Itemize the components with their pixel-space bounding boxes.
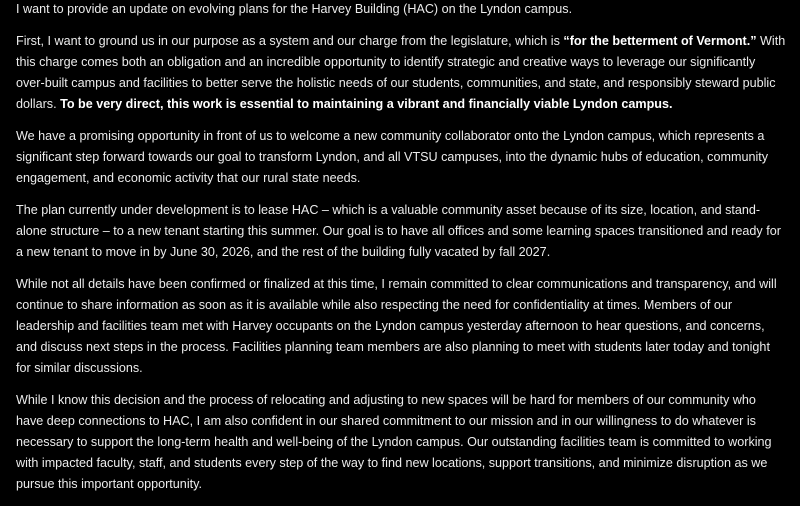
paragraph-text: We have a promising opportunity in front of us to welcome a new community collaborator onto the Lyndon campus, which represents a significant step forward towards our goal to transform Lyndon, and all VTSU campuses, into the dynamic hubs of education, community engagement, and economic activity that our rural state needs. — [16, 129, 769, 185]
paragraph-purpose — [16, 31, 786, 115]
paragraph-opportunity — [16, 126, 786, 189]
paragraph-commitment — [16, 390, 786, 495]
paragraph-text: I want to provide an update on evolving plans for the Harvey Building (HAC) on the Lyndon campus. — [16, 2, 573, 16]
bold-statement: To be very direct, this work is essential to maintaining a vibrant and financially viable Lyndon campus. — [60, 97, 673, 111]
paragraph-text: With this charge comes both an obligation and an incredible opportunity to identify strategic and creative ways to leverage our significantly over-built campus and facilities to better serve the holistic needs of our students, communities, and state, and responsibly steward public dollars. — [16, 34, 786, 111]
letter-body — [16, 0, 786, 506]
paragraph-plan — [16, 200, 786, 263]
paragraph-text: First, I want to ground us in our purpose as a system and our charge from the legislature, which is — [16, 34, 564, 48]
paragraph-text: While not all details have been confirmed or finalized at this time, I remain committed to clear communications and transparency, and will continue to share information as soon as it is available while also respecting the need for confidentiality at times. Members of our leadership and facilities team met with Harvey occupants on the Lyndon campus yesterday afternoon to hear questions, and concerns, and discuss next steps in the process. Facilities planning team members are also planning to meet with students later today and tonight for similar discussions. — [16, 277, 777, 375]
bold-quote: “for the betterment of Vermont.” — [563, 34, 757, 48]
paragraph-intro — [16, 0, 786, 20]
paragraph-communications — [16, 274, 786, 379]
paragraph-text: The plan currently under development is to lease HAC – which is a valuable community asset because of its size, location, and stand-alone structure – to a new tenant starting this summer. Our goal is to have all offices and some learning spaces transitioned and ready for a new tenant to move in by June 30, 2026, and the rest of the building fully vacated by fall 2027. — [16, 203, 781, 259]
paragraph-text: While I know this decision and the process of relocating and adjusting to new spaces will be hard for members of our community who have deep connections to HAC, I am also confident in our shared commitment to our mission and in our willingness to do whatever is necessary to support the long-term health and well-being of the Lyndon campus. Our outstanding facilities team is committed to working with impacted faculty, staff, and students every step of the way to find new locations, support transitions, and minimize disruption as we pursue this important opportunity. — [16, 393, 772, 491]
